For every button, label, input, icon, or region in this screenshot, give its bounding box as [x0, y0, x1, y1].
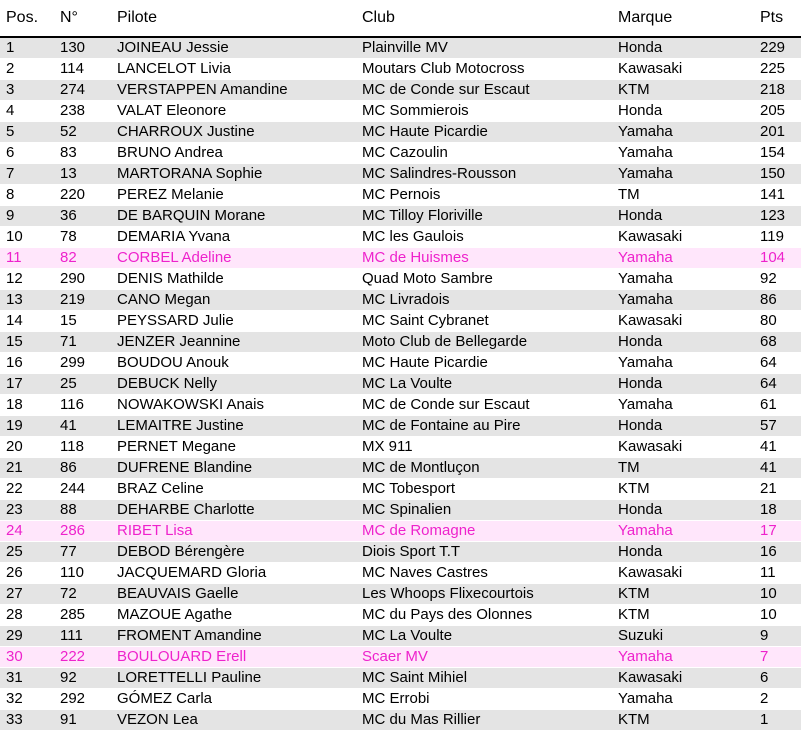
cell-num: 15	[54, 311, 111, 332]
cell-num: 285	[54, 605, 111, 626]
cell-pts: 86	[760, 290, 801, 311]
cell-club: Moto Club de Bellegarde	[356, 332, 612, 353]
cell-pos: 2	[0, 59, 54, 80]
cell-pos: 32	[0, 689, 54, 710]
cell-marque: Suzuki	[612, 626, 760, 647]
cell-club: MC Haute Picardie	[356, 353, 612, 374]
cell-club: MC Tilloy Floriville	[356, 206, 612, 227]
cell-num: 118	[54, 437, 111, 458]
cell-pilote: DEHARBE Charlotte	[111, 500, 356, 521]
header-row	[0, 0, 801, 37]
cell-marque: Yamaha	[612, 164, 760, 185]
cell-pts: 225	[760, 59, 801, 80]
table-row	[0, 563, 801, 584]
cell-num: 116	[54, 395, 111, 416]
cell-pilote: LEMAITRE Justine	[111, 416, 356, 437]
cell-num: 36	[54, 206, 111, 227]
table-row	[0, 80, 801, 101]
header-marque: Marque	[612, 0, 760, 37]
cell-club: MC Haute Picardie	[356, 122, 612, 143]
cell-num: 41	[54, 416, 111, 437]
header-pilote: Pilote	[111, 0, 356, 37]
cell-pilote: MAZOUE Agathe	[111, 605, 356, 626]
table-row	[0, 395, 801, 416]
cell-club: MC Saint Mihiel	[356, 668, 612, 689]
cell-num: 77	[54, 542, 111, 563]
table-row	[0, 311, 801, 332]
cell-pilote: LORETTELLI Pauline	[111, 668, 356, 689]
cell-club: MC de Montluçon	[356, 458, 612, 479]
cell-pilote: BRAZ Celine	[111, 479, 356, 500]
cell-pts: 11	[760, 563, 801, 584]
cell-num: 83	[54, 143, 111, 164]
table-row	[0, 269, 801, 290]
table-row	[0, 668, 801, 689]
cell-pts: 57	[760, 416, 801, 437]
table-row	[0, 437, 801, 458]
cell-club: MC La Voulte	[356, 374, 612, 395]
cell-club: MC de Conde sur Escaut	[356, 80, 612, 101]
cell-num: 238	[54, 101, 111, 122]
cell-marque: Yamaha	[612, 395, 760, 416]
cell-pos: 17	[0, 374, 54, 395]
cell-club: MC Errobi	[356, 689, 612, 710]
table-row	[0, 122, 801, 143]
cell-num: 25	[54, 374, 111, 395]
cell-marque: Honda	[612, 542, 760, 563]
cell-club: MC du Mas Rillier	[356, 710, 612, 731]
cell-pos: 15	[0, 332, 54, 353]
cell-pts: 7	[760, 647, 801, 668]
cell-num: 110	[54, 563, 111, 584]
cell-num: 86	[54, 458, 111, 479]
cell-pos: 7	[0, 164, 54, 185]
cell-pilote: BOULOUARD Erell	[111, 647, 356, 668]
table-row	[0, 374, 801, 395]
cell-num: 91	[54, 710, 111, 731]
cell-pilote: FROMENT Amandine	[111, 626, 356, 647]
cell-pts: 229	[760, 37, 801, 59]
cell-num: 111	[54, 626, 111, 647]
cell-club: MC de Fontaine au Pire	[356, 416, 612, 437]
cell-pos: 28	[0, 605, 54, 626]
cell-pos: 26	[0, 563, 54, 584]
cell-pts: 64	[760, 374, 801, 395]
cell-pilote: DEBOD Bérengère	[111, 542, 356, 563]
cell-pilote: RIBET Lisa	[111, 521, 356, 542]
table-row	[0, 416, 801, 437]
cell-marque: Yamaha	[612, 290, 760, 311]
cell-club: MC Tobesport	[356, 479, 612, 500]
cell-marque: Yamaha	[612, 353, 760, 374]
cell-num: 114	[54, 59, 111, 80]
table-row	[0, 143, 801, 164]
cell-pts: 21	[760, 479, 801, 500]
cell-pilote: GÓMEZ Carla	[111, 689, 356, 710]
cell-pos: 30	[0, 647, 54, 668]
table-row	[0, 37, 801, 59]
cell-pts: 10	[760, 584, 801, 605]
cell-num: 290	[54, 269, 111, 290]
cell-pilote: PERNET Megane	[111, 437, 356, 458]
cell-num: 244	[54, 479, 111, 500]
cell-marque: Yamaha	[612, 143, 760, 164]
table-row	[0, 710, 801, 731]
cell-pos: 18	[0, 395, 54, 416]
cell-marque: Honda	[612, 37, 760, 59]
cell-pts: 104	[760, 248, 801, 269]
cell-marque: TM	[612, 185, 760, 206]
cell-pos: 27	[0, 584, 54, 605]
table-row	[0, 479, 801, 500]
cell-pts: 92	[760, 269, 801, 290]
cell-pts: 64	[760, 353, 801, 374]
cell-marque: Kawasaki	[612, 59, 760, 80]
cell-pos: 12	[0, 269, 54, 290]
cell-club: MC Sommierois	[356, 101, 612, 122]
table-header	[0, 0, 801, 37]
cell-num: 78	[54, 227, 111, 248]
cell-marque: Yamaha	[612, 269, 760, 290]
cell-pilote: DE BARQUIN Morane	[111, 206, 356, 227]
cell-club: Plainville MV	[356, 37, 612, 59]
cell-pos: 24	[0, 521, 54, 542]
table-row	[0, 689, 801, 710]
cell-club: MC du Pays des Olonnes	[356, 605, 612, 626]
cell-pts: 17	[760, 521, 801, 542]
cell-pos: 13	[0, 290, 54, 311]
cell-pts: 68	[760, 332, 801, 353]
cell-marque: Honda	[612, 374, 760, 395]
cell-pos: 23	[0, 500, 54, 521]
header-pts: Pts	[760, 0, 801, 37]
table-row	[0, 500, 801, 521]
cell-pts: 9	[760, 626, 801, 647]
cell-pts: 205	[760, 101, 801, 122]
cell-marque: TM	[612, 458, 760, 479]
table-row	[0, 185, 801, 206]
cell-pilote: DEBUCK Nelly	[111, 374, 356, 395]
cell-pilote: VEZON Lea	[111, 710, 356, 731]
cell-club: Scaer MV	[356, 647, 612, 668]
cell-pilote: CORBEL Adeline	[111, 248, 356, 269]
table-row	[0, 605, 801, 626]
cell-pos: 3	[0, 80, 54, 101]
cell-marque: Honda	[612, 206, 760, 227]
cell-marque: Yamaha	[612, 122, 760, 143]
cell-pts: 2	[760, 689, 801, 710]
cell-marque: Kawasaki	[612, 227, 760, 248]
cell-marque: Kawasaki	[612, 311, 760, 332]
cell-club: MC Spinalien	[356, 500, 612, 521]
table-row	[0, 542, 801, 563]
cell-club: MC les Gaulois	[356, 227, 612, 248]
cell-marque: KTM	[612, 479, 760, 500]
table-row	[0, 290, 801, 311]
cell-club: MC de Conde sur Escaut	[356, 395, 612, 416]
cell-pilote: BRUNO Andrea	[111, 143, 356, 164]
cell-club: MC Pernois	[356, 185, 612, 206]
cell-pilote: DENIS Mathilde	[111, 269, 356, 290]
cell-pilote: VERSTAPPEN Amandine	[111, 80, 356, 101]
cell-num: 88	[54, 500, 111, 521]
cell-pilote: VALAT Eleonore	[111, 101, 356, 122]
cell-num: 222	[54, 647, 111, 668]
cell-pilote: BEAUVAIS Gaelle	[111, 584, 356, 605]
table-row	[0, 101, 801, 122]
cell-pos: 4	[0, 101, 54, 122]
cell-pilote: BOUDOU Anouk	[111, 353, 356, 374]
table-row	[0, 164, 801, 185]
cell-num: 13	[54, 164, 111, 185]
cell-marque: Honda	[612, 416, 760, 437]
cell-pts: 41	[760, 437, 801, 458]
cell-marque: KTM	[612, 605, 760, 626]
cell-pts: 10	[760, 605, 801, 626]
cell-marque: Kawasaki	[612, 563, 760, 584]
cell-num: 92	[54, 668, 111, 689]
cell-pts: 123	[760, 206, 801, 227]
cell-num: 220	[54, 185, 111, 206]
cell-pts: 119	[760, 227, 801, 248]
cell-pos: 19	[0, 416, 54, 437]
cell-marque: KTM	[612, 80, 760, 101]
cell-pts: 201	[760, 122, 801, 143]
cell-pilote: MARTORANA Sophie	[111, 164, 356, 185]
table-row	[0, 206, 801, 227]
cell-num: 71	[54, 332, 111, 353]
cell-pos: 22	[0, 479, 54, 500]
cell-marque: Kawasaki	[612, 668, 760, 689]
cell-pts: 41	[760, 458, 801, 479]
cell-num: 130	[54, 37, 111, 59]
table-row	[0, 584, 801, 605]
cell-num: 219	[54, 290, 111, 311]
cell-marque: Honda	[612, 500, 760, 521]
header-club: Club	[356, 0, 612, 37]
cell-pilote: JACQUEMARD Gloria	[111, 563, 356, 584]
cell-pos: 20	[0, 437, 54, 458]
cell-marque: Kawasaki	[612, 437, 760, 458]
cell-club: MC Livradois	[356, 290, 612, 311]
cell-marque: Yamaha	[612, 647, 760, 668]
cell-num: 52	[54, 122, 111, 143]
cell-pos: 8	[0, 185, 54, 206]
cell-pos: 5	[0, 122, 54, 143]
table-row	[0, 647, 801, 668]
cell-pilote: NOWAKOWSKI Anais	[111, 395, 356, 416]
cell-club: Moutars Club Motocross	[356, 59, 612, 80]
cell-club: MX 911	[356, 437, 612, 458]
cell-pos: 14	[0, 311, 54, 332]
table-row	[0, 248, 801, 269]
cell-pos: 10	[0, 227, 54, 248]
table-row	[0, 521, 801, 542]
cell-pts: 218	[760, 80, 801, 101]
cell-num: 72	[54, 584, 111, 605]
cell-pilote: JOINEAU Jessie	[111, 37, 356, 59]
header-pos: Pos.	[0, 0, 54, 37]
cell-pilote: DEMARIA Yvana	[111, 227, 356, 248]
table-row	[0, 353, 801, 374]
cell-marque: Honda	[612, 101, 760, 122]
cell-pos: 25	[0, 542, 54, 563]
cell-pts: 16	[760, 542, 801, 563]
cell-num: 274	[54, 80, 111, 101]
cell-pos: 11	[0, 248, 54, 269]
cell-marque: Yamaha	[612, 248, 760, 269]
cell-club: Quad Moto Sambre	[356, 269, 612, 290]
cell-num: 82	[54, 248, 111, 269]
cell-club: MC de Huismes	[356, 248, 612, 269]
cell-pos: 1	[0, 37, 54, 59]
table-row	[0, 458, 801, 479]
cell-club: MC Cazoulin	[356, 143, 612, 164]
cell-pts: 6	[760, 668, 801, 689]
cell-pts: 150	[760, 164, 801, 185]
cell-pts: 1	[760, 710, 801, 731]
cell-pts: 18	[760, 500, 801, 521]
cell-marque: KTM	[612, 584, 760, 605]
header-num: N°	[54, 0, 111, 37]
cell-marque: Yamaha	[612, 689, 760, 710]
cell-club: Diois Sport T.T	[356, 542, 612, 563]
cell-pts: 154	[760, 143, 801, 164]
table-row	[0, 626, 801, 647]
table-body	[0, 37, 801, 731]
table-row	[0, 227, 801, 248]
cell-pos: 31	[0, 668, 54, 689]
cell-club: MC Naves Castres	[356, 563, 612, 584]
cell-pts: 80	[760, 311, 801, 332]
table-row	[0, 59, 801, 80]
cell-pos: 6	[0, 143, 54, 164]
cell-club: Les Whoops Flixecourtois	[356, 584, 612, 605]
cell-pos: 33	[0, 710, 54, 731]
cell-pilote: LANCELOT Livia	[111, 59, 356, 80]
cell-pilote: JENZER Jeannine	[111, 332, 356, 353]
cell-pilote: PEREZ Melanie	[111, 185, 356, 206]
cell-pilote: CANO Megan	[111, 290, 356, 311]
cell-num: 286	[54, 521, 111, 542]
cell-marque: Yamaha	[612, 521, 760, 542]
table-row	[0, 332, 801, 353]
cell-pos: 16	[0, 353, 54, 374]
cell-num: 299	[54, 353, 111, 374]
cell-club: MC Salindres-Rousson	[356, 164, 612, 185]
cell-pos: 21	[0, 458, 54, 479]
cell-pos: 9	[0, 206, 54, 227]
cell-pilote: DUFRENE Blandine	[111, 458, 356, 479]
cell-club: MC de Romagne	[356, 521, 612, 542]
cell-pos: 29	[0, 626, 54, 647]
cell-pilote: CHARROUX Justine	[111, 122, 356, 143]
cell-pilote: PEYSSARD Julie	[111, 311, 356, 332]
cell-pts: 141	[760, 185, 801, 206]
cell-club: MC La Voulte	[356, 626, 612, 647]
cell-num: 292	[54, 689, 111, 710]
cell-club: MC Saint Cybranet	[356, 311, 612, 332]
cell-marque: Honda	[612, 332, 760, 353]
cell-pts: 61	[760, 395, 801, 416]
cell-marque: KTM	[612, 710, 760, 731]
